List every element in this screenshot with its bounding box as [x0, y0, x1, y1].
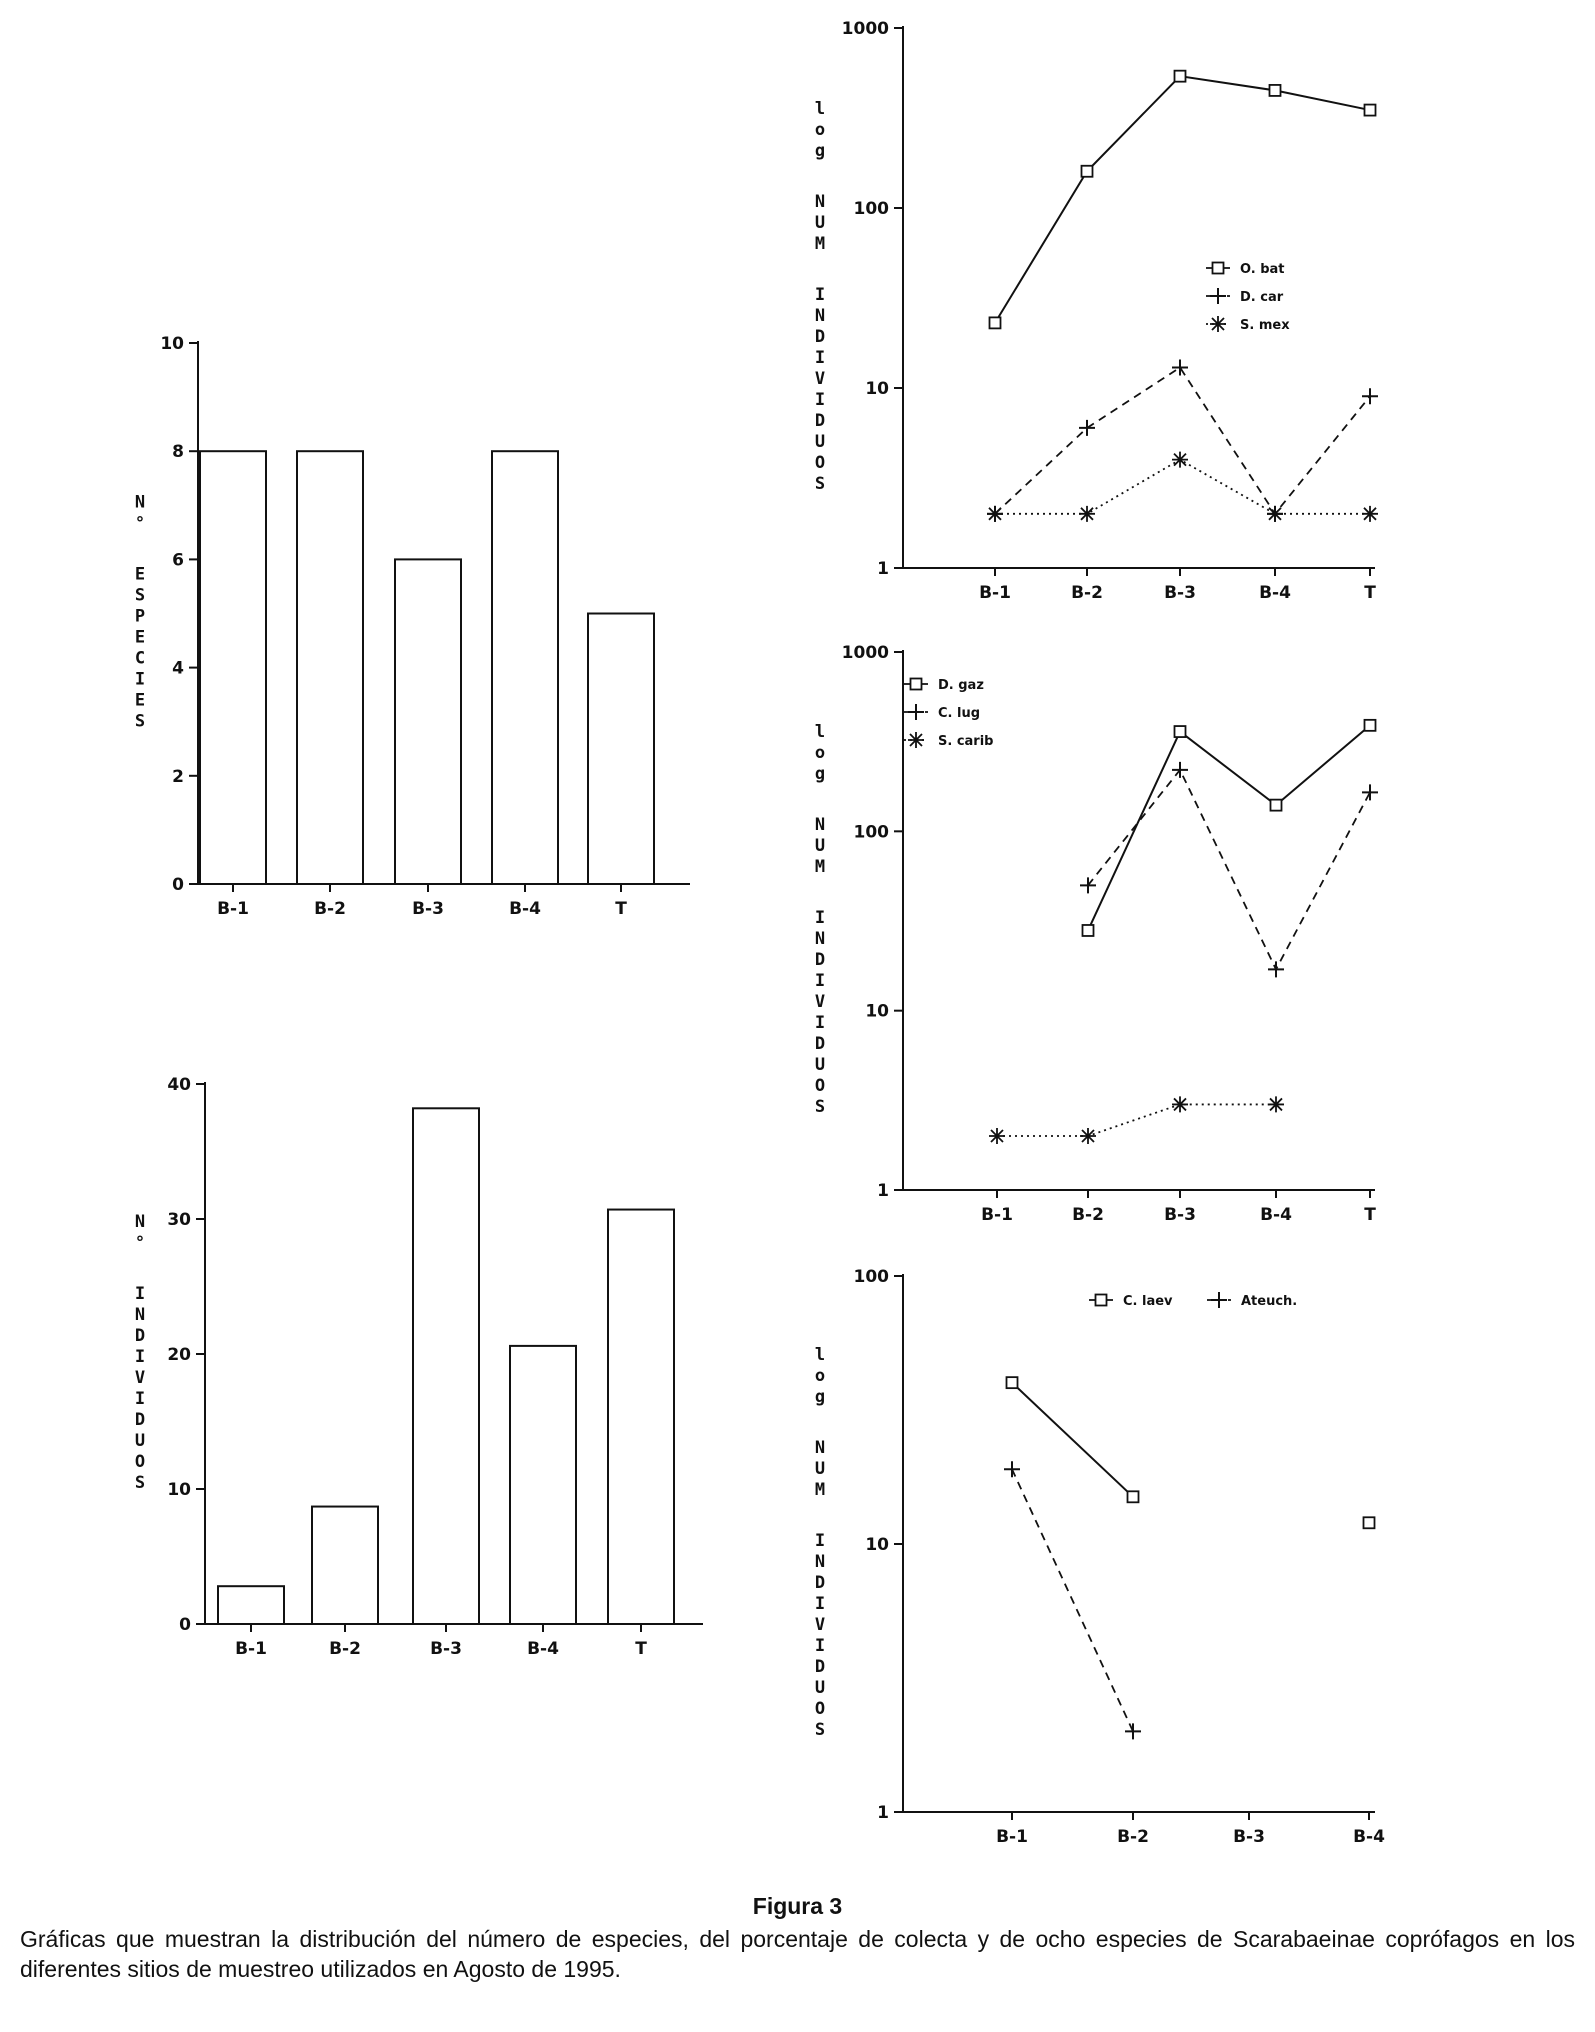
square-marker: [1271, 800, 1282, 811]
x-tick-label: B-2: [1072, 1205, 1104, 1225]
square-marker: [990, 317, 1001, 328]
bar: [297, 451, 363, 884]
y-tick-label: 1: [877, 1803, 889, 1823]
plus-marker: [1362, 388, 1378, 404]
series-s-mex: [987, 316, 1378, 522]
y-axis-label-char: N: [134, 492, 146, 513]
log-line-1-chart: [815, 19, 1378, 603]
square-marker: [1083, 925, 1094, 936]
y-axis-label: [815, 722, 825, 1117]
y-tick-label: 4: [172, 658, 184, 679]
figure-caption: [20, 1893, 1575, 1984]
square-marker: [1364, 1517, 1375, 1528]
individuals-bar-chart: [135, 1075, 703, 1659]
series-line: [1012, 1383, 1133, 1497]
square-marker: [1175, 726, 1186, 737]
plus-marker: [1172, 359, 1188, 375]
y-axis-label-char: U: [814, 213, 826, 233]
y-axis-label-char: U: [814, 1678, 826, 1698]
x-tick-label: T: [1364, 583, 1376, 603]
plus-marker: [1362, 784, 1378, 800]
square-marker: [1213, 263, 1224, 274]
series-line: [995, 76, 1370, 323]
legend-label: D. gaz: [938, 678, 984, 693]
y-axis-label-char: N: [814, 306, 826, 326]
x-tick-label: B-3: [1233, 1827, 1265, 1847]
y-axis-label-char: U: [814, 1055, 826, 1075]
y-axis-label-char: M: [814, 1480, 826, 1500]
y-tick-label: 100: [853, 199, 889, 219]
x-tick-label: B-2: [329, 1639, 361, 1659]
plus-marker: [1125, 1723, 1141, 1739]
y-tick-label: 1: [877, 559, 889, 579]
y-axis-label-char: N: [134, 1305, 146, 1325]
x-tick-label: B-4: [1260, 1205, 1292, 1225]
y-axis-label-char: I: [134, 669, 146, 690]
plus-marker: [1004, 1461, 1020, 1477]
y-axis-label-char: I: [134, 1284, 146, 1304]
y-axis-label: [135, 1212, 145, 1493]
series-d-car: [987, 288, 1378, 522]
asterisk-marker: [1267, 506, 1283, 522]
y-axis-label-char: g: [814, 764, 826, 784]
square-marker: [1128, 1491, 1139, 1502]
y-tick-label: 10: [167, 1480, 191, 1500]
y-axis-label: [815, 99, 825, 494]
square-marker: [911, 679, 922, 690]
y-axis-label-char: I: [814, 1531, 826, 1551]
y-axis-label-char: I: [814, 285, 826, 305]
y-axis-label-char: D: [134, 1410, 146, 1430]
plus-marker: [1210, 288, 1226, 304]
y-axis-label-char: I: [814, 971, 826, 991]
y-tick-label: 100: [853, 1267, 889, 1287]
legend-label: S. mex: [1240, 318, 1290, 333]
y-axis-label-char: C: [134, 648, 146, 669]
asterisk-marker: [987, 506, 1003, 522]
x-tick-label: B-4: [1259, 583, 1291, 603]
y-tick-label: 20: [167, 1345, 191, 1365]
y-tick-label: 0: [172, 875, 184, 895]
y-axis-label-char: o: [814, 1366, 826, 1386]
asterisk-marker: [1268, 1096, 1284, 1112]
y-tick-label: 6: [172, 550, 184, 571]
square-marker: [1082, 166, 1093, 177]
bar: [608, 1210, 674, 1624]
y-tick-label: 10: [865, 1001, 889, 1022]
y-tick-label: 0: [179, 1615, 191, 1635]
x-tick-label: B-2: [1071, 583, 1103, 603]
y-axis-label-char: M: [814, 857, 826, 877]
y-tick-label: 10: [160, 334, 184, 354]
log-line-2-chart: [815, 643, 1378, 1225]
y-axis-label-char: °: [134, 513, 146, 534]
series-line: [997, 1104, 1276, 1136]
y-tick-label: 10: [865, 1535, 889, 1555]
figure-caption-text: Gráficas que muestran la distribución del número de especies, del porcentaje de colecta y de ocho especies de Scarabaeinae coprófagos en los diferentes sitios de muestreo utilizados en Agosto de 1995.: [20, 1926, 1575, 1982]
x-tick-label: B-4: [1353, 1827, 1385, 1847]
y-tick-label: 100: [853, 822, 889, 843]
y-axis-label-char: V: [814, 992, 826, 1012]
series-line: [1088, 725, 1370, 930]
y-axis-label-char: D: [814, 950, 826, 970]
y-axis-label-char: U: [814, 1459, 826, 1479]
bar: [413, 1108, 479, 1624]
x-tick-label: B-4: [509, 899, 541, 919]
y-axis-label-char: N: [134, 1212, 146, 1232]
y-axis-label-char: S: [814, 474, 826, 494]
series-line: [995, 460, 1370, 514]
y-axis-label-char: D: [814, 327, 826, 347]
y-axis-label-char: I: [134, 1347, 146, 1367]
asterisk-marker: [1079, 506, 1095, 522]
y-axis-label-char: D: [814, 1034, 826, 1054]
y-axis-label-char: U: [814, 432, 826, 452]
y-axis-label-char: l: [814, 99, 826, 119]
legend-label: O. bat: [1240, 262, 1285, 277]
y-axis-label-char: I: [814, 1594, 826, 1614]
y-tick-label: 8: [172, 442, 184, 463]
y-axis-label-char: N: [814, 1552, 826, 1572]
y-axis-label-char: N: [814, 1438, 826, 1458]
y-tick-label: 10: [865, 379, 889, 399]
plus-marker: [1172, 762, 1188, 778]
y-axis-label-char: O: [814, 453, 826, 473]
y-axis-label-char: g: [814, 1387, 826, 1407]
y-axis-label-char: O: [134, 1452, 146, 1472]
y-axis-label-char: V: [134, 1368, 146, 1388]
bar: [395, 559, 461, 884]
asterisk-marker: [1362, 506, 1378, 522]
asterisk-marker: [908, 732, 924, 748]
x-tick-label: B-4: [527, 1639, 559, 1659]
y-tick-label: 30: [167, 1210, 191, 1230]
asterisk-marker: [1080, 1128, 1096, 1144]
square-marker: [1365, 720, 1376, 731]
y-axis-label-char: D: [134, 1326, 146, 1346]
y-axis-label-char: S: [134, 1473, 146, 1493]
legend-label: D. car: [1240, 290, 1284, 305]
y-axis-label-char: M: [814, 234, 826, 254]
y-axis-label-char: O: [814, 1699, 826, 1719]
plus-marker: [1211, 1292, 1227, 1308]
y-axis-label-char: O: [814, 1076, 826, 1096]
y-axis-label-char: N: [814, 929, 826, 949]
y-axis-label-char: o: [814, 743, 826, 763]
y-axis-label-char: E: [134, 690, 146, 711]
y-axis-label-char: S: [134, 585, 146, 606]
y-axis-label-char: I: [134, 1389, 146, 1409]
x-tick-label: B-1: [981, 1205, 1013, 1225]
bar: [218, 1586, 284, 1624]
y-axis-label-char: P: [134, 606, 146, 627]
series-o-bat: [990, 71, 1376, 329]
x-tick-label: B-2: [1117, 1827, 1149, 1847]
legend-label: Ateuch.: [1241, 1294, 1298, 1309]
y-axis-label-char: I: [814, 1636, 826, 1656]
figure-title: Figura 3: [752, 1893, 843, 1919]
plus-marker: [908, 704, 924, 720]
asterisk-marker: [1172, 1096, 1188, 1112]
y-axis-label-char: S: [134, 711, 146, 732]
y-axis-label-char: D: [814, 1657, 826, 1677]
series-ateuch-: [1004, 1292, 1297, 1739]
square-marker: [1175, 71, 1186, 82]
y-tick-label: 2: [172, 766, 184, 787]
y-tick-label: 1: [877, 1181, 889, 1201]
x-tick-label: B-1: [979, 583, 1011, 603]
series-line: [1012, 1469, 1133, 1731]
y-axis-label-char: I: [814, 390, 826, 410]
y-axis-label-char: U: [134, 1431, 146, 1451]
y-axis-label-char: I: [814, 908, 826, 928]
x-tick-label: B-3: [1164, 583, 1196, 603]
x-tick-label: B-2: [314, 899, 346, 919]
series-line: [995, 367, 1370, 513]
y-tick-label: 40: [167, 1075, 191, 1095]
x-tick-label: B-3: [430, 1639, 462, 1659]
y-axis-label: [135, 493, 145, 732]
y-axis-label-char: D: [814, 1573, 826, 1593]
y-axis-label-char: S: [814, 1720, 826, 1740]
x-tick-label: T: [615, 899, 627, 919]
square-marker: [1365, 105, 1376, 116]
bar: [510, 1346, 576, 1624]
y-axis-label-char: g: [814, 141, 826, 161]
y-axis-label-char: I: [814, 348, 826, 368]
y-axis-label-char: S: [814, 1097, 826, 1117]
x-tick-label: B-1: [217, 899, 249, 919]
y-axis-label-char: l: [814, 1345, 826, 1365]
square-marker: [1096, 1295, 1107, 1306]
y-axis-label-char: E: [134, 627, 146, 648]
legend-label: C. laev: [1123, 1294, 1173, 1309]
y-axis-label-char: °: [134, 1233, 146, 1253]
x-tick-label: B-1: [235, 1639, 267, 1659]
bar: [492, 451, 558, 884]
legend-label: S. carib: [938, 734, 994, 749]
species-bar-chart: [135, 334, 690, 919]
square-marker: [1270, 85, 1281, 96]
log-line-3-chart: [815, 1267, 1385, 1847]
series-s-carib: [904, 732, 1284, 1144]
x-tick-label: B-3: [412, 899, 444, 919]
y-axis-label-char: I: [814, 1013, 826, 1033]
y-axis-label-char: N: [814, 192, 826, 212]
x-tick-label: T: [635, 1639, 647, 1659]
x-tick-label: B-3: [1164, 1205, 1196, 1225]
y-axis-label-char: o: [814, 120, 826, 140]
y-tick-label: 1000: [841, 19, 889, 39]
series-line: [1088, 770, 1370, 969]
bar: [588, 614, 654, 885]
series-c-laev: [1007, 1294, 1375, 1528]
plus-marker: [1268, 961, 1284, 977]
y-axis-label-char: U: [814, 836, 826, 856]
x-tick-label: T: [1364, 1205, 1376, 1225]
asterisk-marker: [989, 1128, 1005, 1144]
y-axis-label-char: E: [134, 564, 146, 585]
square-marker: [1007, 1377, 1018, 1388]
bar: [312, 1507, 378, 1624]
legend-label: C. lug: [938, 706, 981, 721]
x-tick-label: B-1: [996, 1827, 1028, 1847]
y-axis-label-char: l: [814, 722, 826, 742]
asterisk-marker: [1210, 316, 1226, 332]
y-axis-label-char: V: [814, 369, 826, 389]
y-axis-label-char: N: [814, 815, 826, 835]
y-axis-label: [815, 1345, 825, 1740]
y-axis-label-char: D: [814, 411, 826, 431]
y-tick-label: 1000: [841, 643, 889, 663]
y-axis-label-char: V: [814, 1615, 826, 1635]
asterisk-marker: [1172, 452, 1188, 468]
bar: [200, 451, 266, 884]
